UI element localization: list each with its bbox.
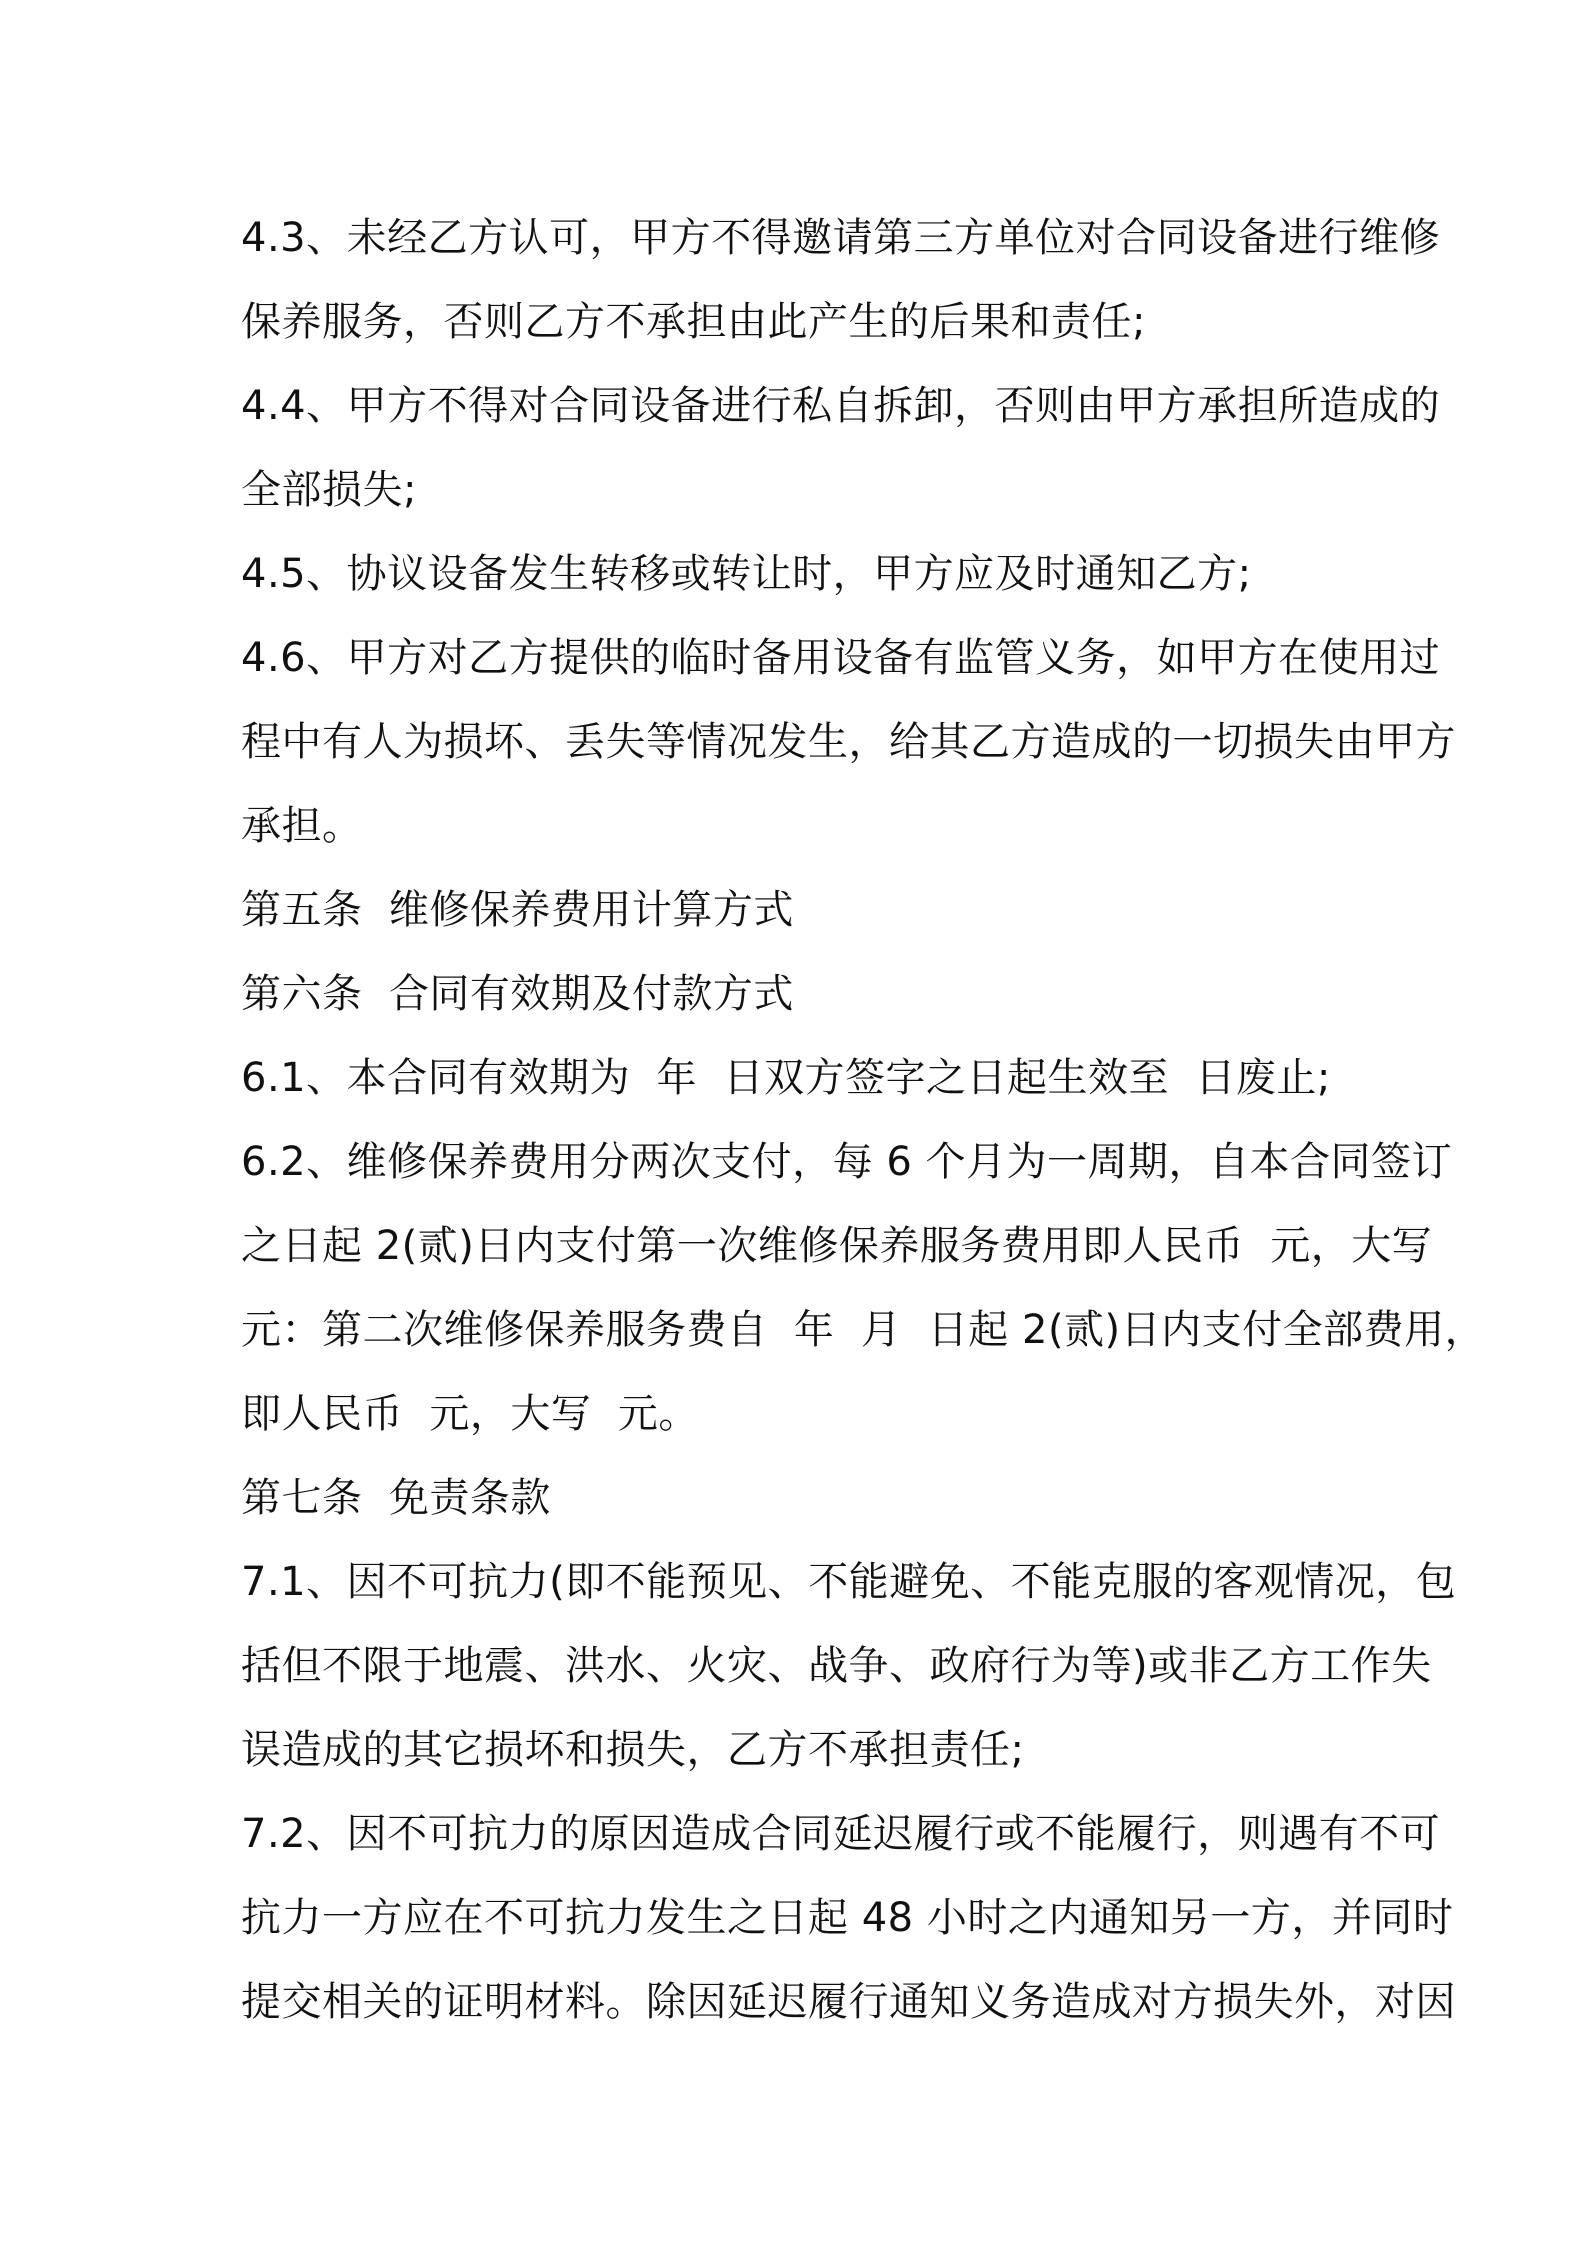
text-line: 4.6、甲方对乙方提供的临时备用设备有监管义务，如甲方在使用过 [241,635,1441,681]
text-line: 6.2、维修保养费用分两次支付，每 6 个月为一周期，自本合同签订 [241,1139,1452,1185]
text-line: 抗力一方应在不可抗力发生之日起 48 小时之内通知另一方，并同时 [241,1895,1454,1941]
text-line: 7.1、因不可抗力(即不能预见、不能避免、不能克服的客观情况，包 [241,1559,1457,1605]
text-line: 全部损失; [241,467,417,513]
text-line: 6.1、本合同有效期为 年 日双方签字之日起生效至 日废止; [241,1055,1331,1101]
text-line: 承担。 [241,803,363,849]
text-line: 4.3、未经乙方认可，甲方不得邀请第三方单位对合同设备进行维修 [241,215,1441,261]
text-line: 括但不限于地震、洪水、火灾、战争、政府行为等)或非乙方工作失 [241,1643,1432,1689]
section-heading: 第六条 合同有效期及付款方式 [241,971,794,1017]
text-line: 7.2、因不可抗力的原因造成合同延迟履行或不能履行，则遇有不可 [241,1811,1441,1857]
section-heading: 第七条 免责条款 [241,1475,551,1521]
text-line: 4.5、协议设备发生转移或转让时，甲方应及时通知乙方; [241,551,1252,597]
text-line: 之日起 2(贰)日内支付第一次维修保养服务费用即人民币 元，大写 [241,1223,1433,1269]
section-heading: 第五条 维修保养费用计算方式 [241,887,794,933]
text-line: 误造成的其它损坏和损失，乙方不承担责任; [241,1727,1025,1773]
text-line: 保养服务，否则乙方不承担由此产生的后果和责任; [241,299,1146,345]
document-body [241,196,1486,2044]
text-line: 提交相关的证明材料。除因延迟履行通知义务造成对方损失外，对因 [241,1979,1456,2025]
text-line: 即人民币 元，大写 元。 [241,1391,699,1437]
text-line: 4.4、甲方不得对合同设备进行私自拆卸，否则由甲方承担所造成的 [241,383,1441,429]
text-line: 元：第二次维修保养服务费自 年 月 日起 2(贰)日内支付全部费用， [241,1307,1486,1353]
text-line: 程中有人为损坏、丢失等情况发生，给其乙方造成的一切损失由甲方 [241,719,1456,765]
